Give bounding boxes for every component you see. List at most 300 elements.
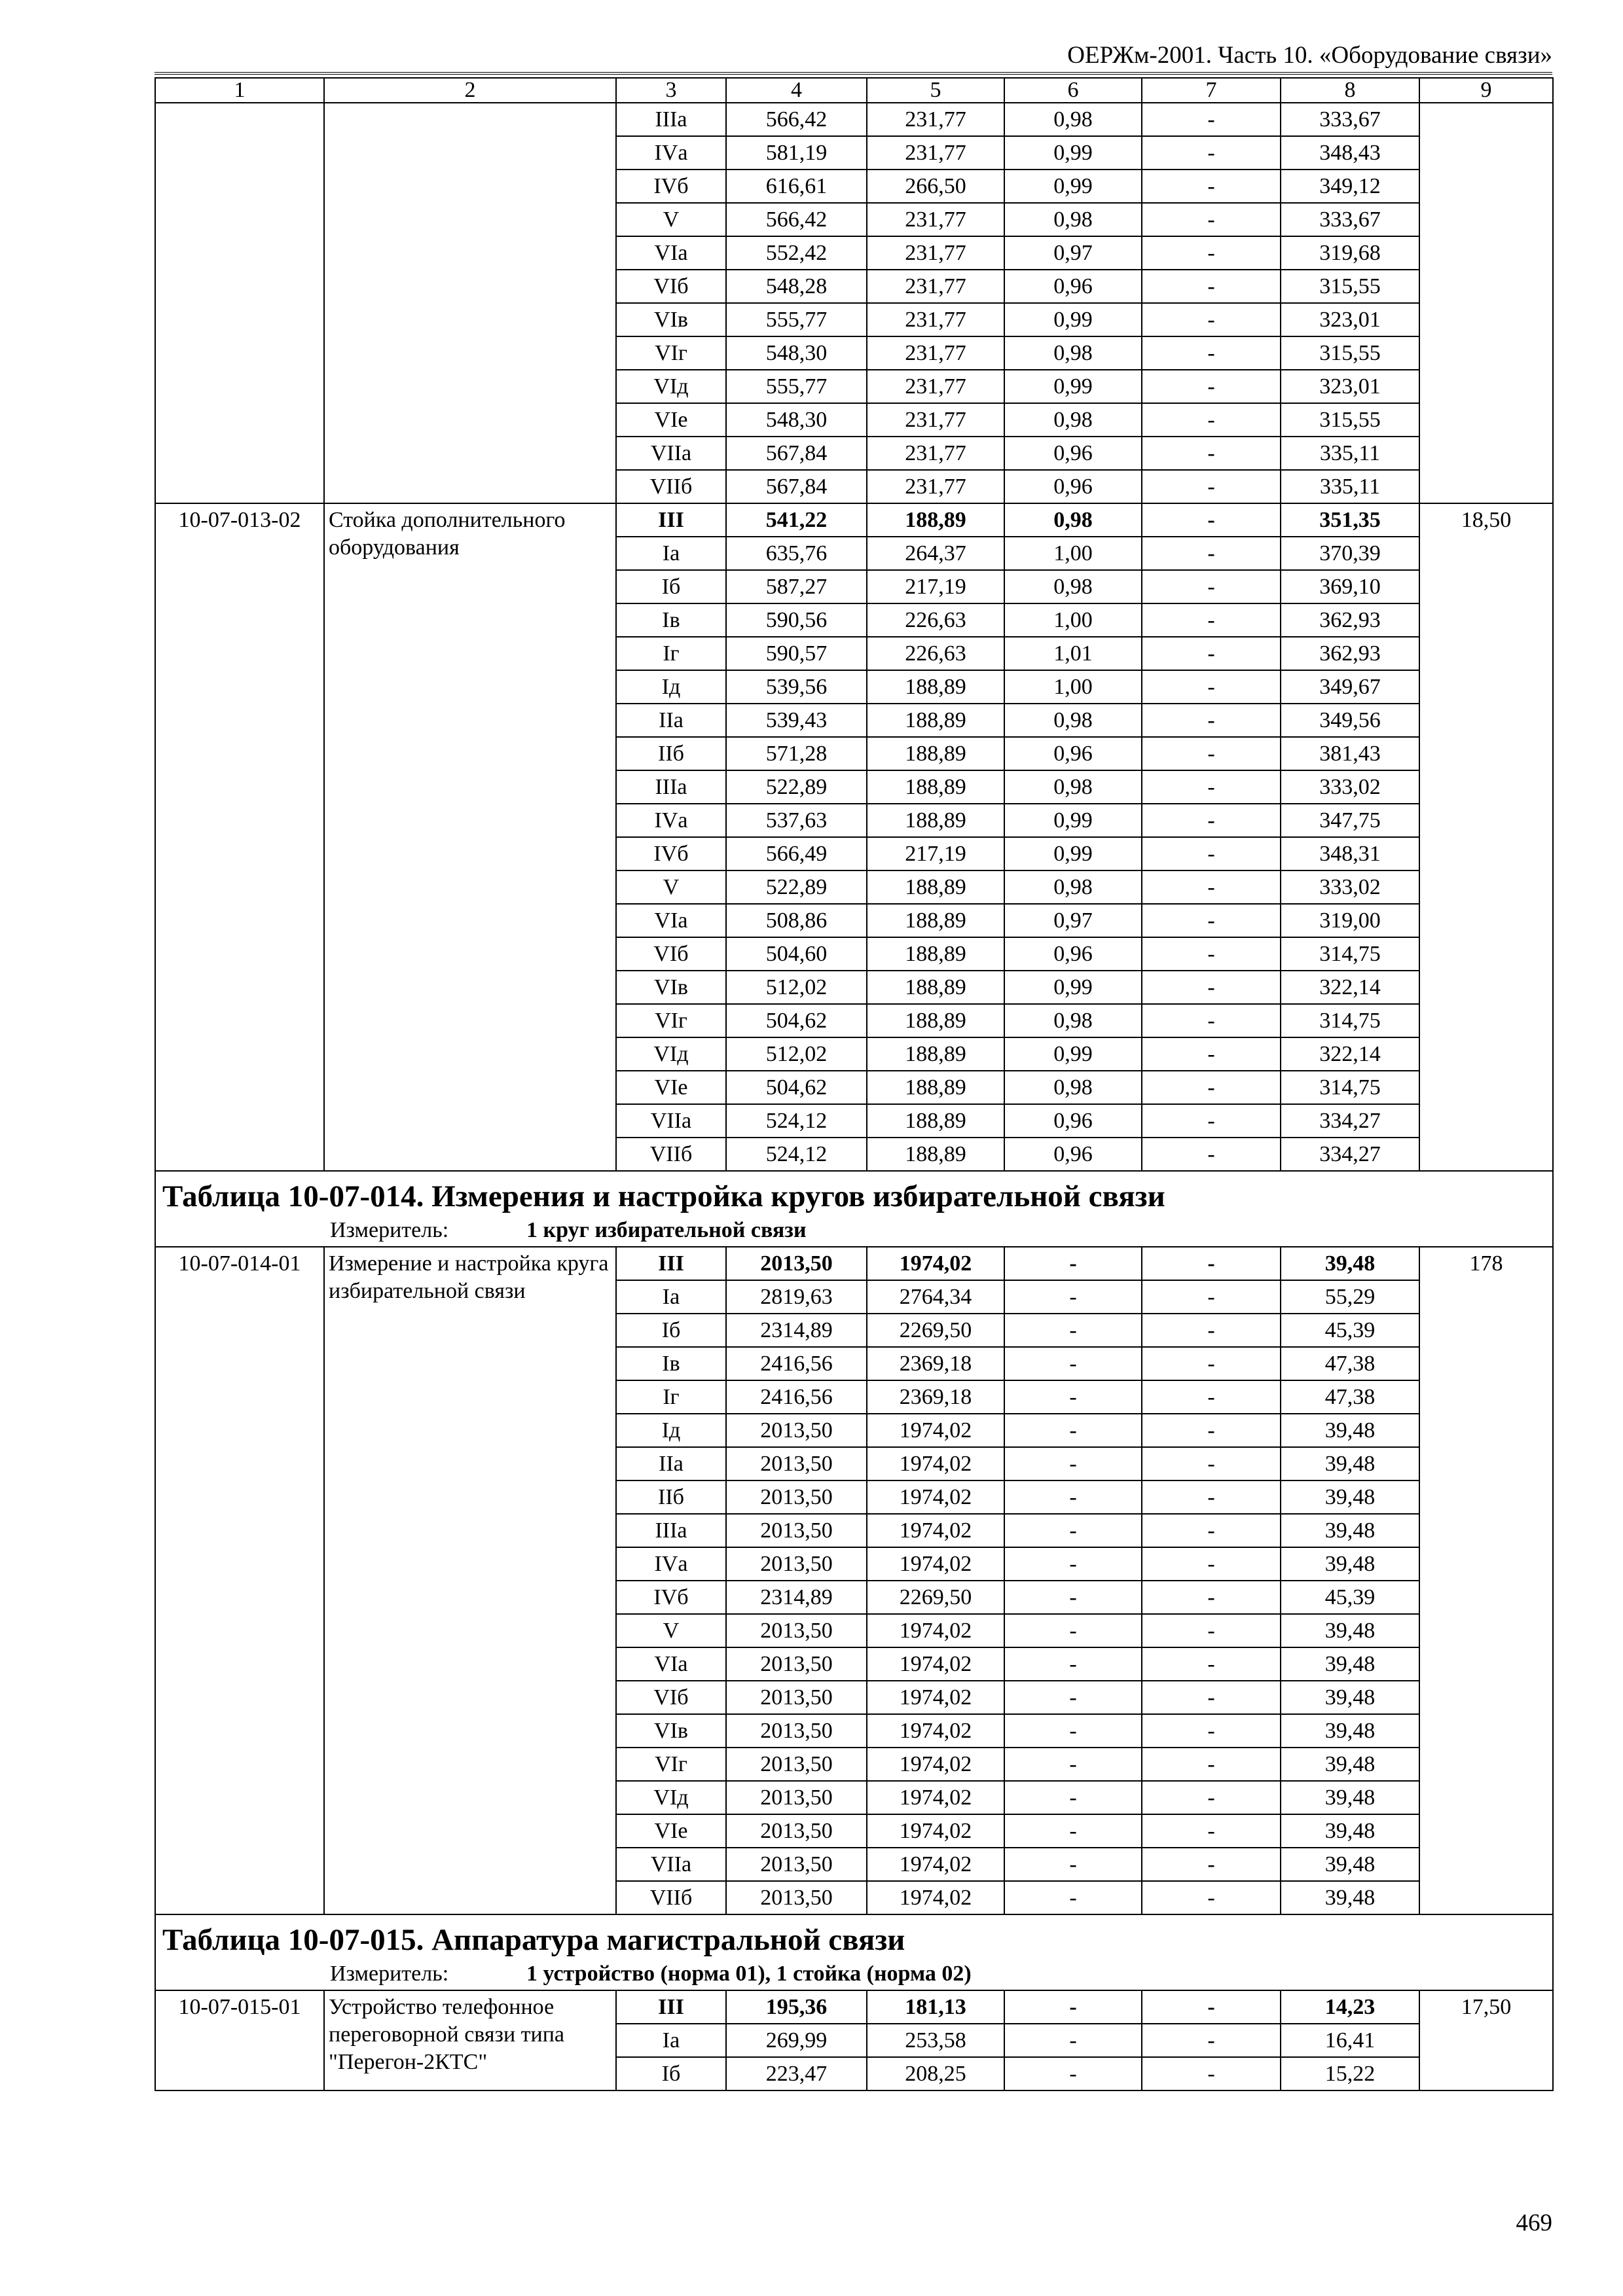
measure-value: 1 устройство (норма 01), 1 стойка (норма 02) (526, 1962, 972, 1986)
labor-norm: 18,50 (1419, 503, 1553, 1171)
table-title-row (155, 1914, 1553, 1961)
cell-total-cost: 2013,50 (726, 1547, 867, 1581)
cell-machines: - (1004, 1748, 1142, 1781)
cell-materials: 39,48 (1281, 1614, 1419, 1647)
cell-machinist-wage: - (1142, 1814, 1281, 1848)
measure-cell (155, 1961, 1553, 1990)
norm-name: Измерение и настройка круга избирательной связи (324, 1247, 616, 1914)
cell-wage: 1974,02 (867, 1814, 1004, 1848)
cell-zone: VIб (616, 270, 726, 303)
cell-zone: IVб (616, 170, 726, 203)
cell-wage: 231,77 (867, 336, 1004, 370)
cell-machines: 0,96 (1004, 270, 1142, 303)
cell-wage: 188,89 (867, 870, 1004, 904)
cell-machines: 0,96 (1004, 470, 1142, 503)
norm-code: 10-07-014-01 (155, 1247, 324, 1914)
cell-zone: Iб (616, 1314, 726, 1347)
cell-zone: III (616, 1247, 726, 1280)
cell-materials: 39,48 (1281, 1447, 1419, 1480)
cell-materials: 45,39 (1281, 1581, 1419, 1614)
norms-table-body (155, 78, 1553, 2090)
cell-total-cost: 2314,89 (726, 1581, 867, 1614)
cell-total-cost: 2013,50 (726, 1614, 867, 1647)
cell-zone: V (616, 870, 726, 904)
cell-zone: IIIа (616, 1514, 726, 1547)
cell-machinist-wage: - (1142, 537, 1281, 570)
cell-total-cost: 2013,50 (726, 1514, 867, 1547)
cell-zone: VIа (616, 236, 726, 270)
cell-machinist-wage: - (1142, 1071, 1281, 1104)
cell-machinist-wage: - (1142, 437, 1281, 470)
cell-machinist-wage: - (1142, 270, 1281, 303)
cell-materials: 14,23 (1281, 1990, 1419, 2024)
cell-total-cost: 2314,89 (726, 1314, 867, 1347)
cell-zone: IVа (616, 1547, 726, 1581)
cell-machines: - (1004, 1414, 1142, 1447)
cell-machines: - (1004, 1514, 1142, 1547)
cell-wage: 1974,02 (867, 1848, 1004, 1881)
cell-machinist-wage: - (1142, 503, 1281, 537)
cell-total-cost: 512,02 (726, 971, 867, 1004)
column-number: 5 (867, 78, 1004, 103)
cell-materials: 39,48 (1281, 1781, 1419, 1814)
cell-machines: 0,99 (1004, 136, 1142, 170)
cell-materials: 315,55 (1281, 270, 1419, 303)
cell-total-cost: 590,57 (726, 637, 867, 670)
cell-machinist-wage: - (1142, 103, 1281, 136)
cell-machinist-wage: - (1142, 1347, 1281, 1380)
cell-machinist-wage: - (1142, 804, 1281, 837)
empty-name-cell (324, 103, 616, 503)
cell-zone: VIв (616, 971, 726, 1004)
cell-wage: 2269,50 (867, 1581, 1004, 1614)
cell-materials: 39,48 (1281, 1514, 1419, 1547)
cell-materials: 39,48 (1281, 1681, 1419, 1714)
cell-machines: - (1004, 1814, 1142, 1848)
cell-materials: 39,48 (1281, 1547, 1419, 1581)
cell-machinist-wage: - (1142, 203, 1281, 236)
column-number-row (155, 78, 1553, 103)
cell-total-cost: 269,99 (726, 2024, 867, 2057)
cell-materials: 369,10 (1281, 570, 1419, 603)
cell-machines: 0,97 (1004, 236, 1142, 270)
cell-zone: IVб (616, 1581, 726, 1614)
cell-total-cost: 2013,50 (726, 1647, 867, 1681)
cell-total-cost: 2013,50 (726, 1748, 867, 1781)
column-number: 2 (324, 78, 616, 103)
cell-wage: 2764,34 (867, 1280, 1004, 1314)
table-row (155, 1247, 1553, 1280)
cell-wage: 188,89 (867, 503, 1004, 537)
cell-machinist-wage: - (1142, 403, 1281, 437)
cell-machines: 0,96 (1004, 1138, 1142, 1171)
cell-total-cost: 2013,50 (726, 1814, 867, 1848)
column-number: 7 (1142, 78, 1281, 103)
cell-materials: 370,39 (1281, 537, 1419, 570)
cell-machines: 0,98 (1004, 336, 1142, 370)
cell-total-cost: 508,86 (726, 904, 867, 937)
cell-wage: 266,50 (867, 170, 1004, 203)
cell-machinist-wage: - (1142, 737, 1281, 770)
cell-machines: - (1004, 1647, 1142, 1681)
cell-wage: 231,77 (867, 470, 1004, 503)
cell-materials: 15,22 (1281, 2057, 1419, 2090)
cell-machines: 0,96 (1004, 1104, 1142, 1138)
empty-code-cell (155, 103, 324, 503)
cell-total-cost: 539,43 (726, 704, 867, 737)
cell-machines: 0,99 (1004, 804, 1142, 837)
cell-zone: VIг (616, 1004, 726, 1037)
cell-zone: IVб (616, 837, 726, 870)
table-row (155, 103, 1553, 136)
cell-machines: - (1004, 1314, 1142, 1347)
cell-materials: 362,93 (1281, 637, 1419, 670)
cell-machinist-wage: - (1142, 1990, 1281, 2024)
cell-wage: 1974,02 (867, 1681, 1004, 1714)
cell-materials: 322,14 (1281, 971, 1419, 1004)
norms-table (155, 77, 1554, 2091)
cell-total-cost: 566,42 (726, 103, 867, 136)
cell-materials: 333,67 (1281, 203, 1419, 236)
cell-wage: 2369,18 (867, 1347, 1004, 1380)
cell-machinist-wage: - (1142, 1647, 1281, 1681)
measure-row (155, 1217, 1553, 1247)
cell-zone: III (616, 1990, 726, 2024)
column-number: 8 (1281, 78, 1419, 103)
cell-materials: 314,75 (1281, 937, 1419, 971)
cell-materials: 381,43 (1281, 737, 1419, 770)
cell-total-cost: 524,12 (726, 1104, 867, 1138)
cell-machines: - (1004, 1781, 1142, 1814)
cell-wage: 208,25 (867, 2057, 1004, 2090)
cell-zone: VIIб (616, 1881, 726, 1914)
cell-machinist-wage: - (1142, 1247, 1281, 1280)
cell-machines: - (1004, 2057, 1142, 2090)
cell-wage: 1974,02 (867, 1614, 1004, 1647)
cell-total-cost: 635,76 (726, 537, 867, 570)
cell-total-cost: 552,42 (726, 236, 867, 270)
cell-zone: VIIб (616, 1138, 726, 1171)
cell-total-cost: 539,56 (726, 670, 867, 704)
cell-materials: 319,68 (1281, 236, 1419, 270)
cell-machinist-wage: - (1142, 1280, 1281, 1314)
cell-machinist-wage: - (1142, 1614, 1281, 1647)
cell-wage: 188,89 (867, 1138, 1004, 1171)
cell-zone: IIб (616, 1480, 726, 1514)
cell-machinist-wage: - (1142, 1138, 1281, 1171)
cell-wage: 188,89 (867, 1104, 1004, 1138)
cell-zone: V (616, 1614, 726, 1647)
norm-name: Устройство телефонное переговорной связи типа "Перегон-2КТС" (324, 1990, 616, 2090)
cell-materials: 39,48 (1281, 1647, 1419, 1681)
cell-machinist-wage: - (1142, 1547, 1281, 1581)
cell-total-cost: 2013,50 (726, 1480, 867, 1514)
cell-zone: Iд (616, 1414, 726, 1447)
cell-zone: IVа (616, 804, 726, 837)
cell-materials: 39,48 (1281, 1714, 1419, 1748)
cell-total-cost: 616,61 (726, 170, 867, 203)
cell-zone: IIIа (616, 770, 726, 804)
cell-zone: Iб (616, 570, 726, 603)
table-title: Таблица 10-07-015. Аппаратура магистральной связи (155, 1914, 1553, 1961)
cell-machines: 0,99 (1004, 303, 1142, 336)
cell-machinist-wage: - (1142, 670, 1281, 704)
empty-norm-cell (1419, 103, 1553, 503)
cell-wage: 217,19 (867, 837, 1004, 870)
cell-materials: 39,48 (1281, 1480, 1419, 1514)
norm-code: 10-07-013-02 (155, 503, 324, 1171)
cell-materials: 55,29 (1281, 1280, 1419, 1314)
cell-machines: 1,00 (1004, 603, 1142, 637)
column-number: 3 (616, 78, 726, 103)
cell-machines: 0,98 (1004, 570, 1142, 603)
cell-machinist-wage: - (1142, 1514, 1281, 1547)
measure-row (155, 1961, 1553, 1990)
cell-zone: VIIа (616, 1848, 726, 1881)
cell-materials: 348,43 (1281, 136, 1419, 170)
cell-machinist-wage: - (1142, 603, 1281, 637)
cell-zone: VIе (616, 403, 726, 437)
cell-wage: 231,77 (867, 303, 1004, 336)
cell-total-cost: 541,22 (726, 503, 867, 537)
cell-machinist-wage: - (1142, 637, 1281, 670)
cell-zone: IIIа (616, 103, 726, 136)
cell-machinist-wage: - (1142, 704, 1281, 737)
cell-materials: 314,75 (1281, 1004, 1419, 1037)
cell-zone: Iб (616, 2057, 726, 2090)
page-number: 469 (1516, 2210, 1552, 2236)
cell-total-cost: 2013,50 (726, 1781, 867, 1814)
cell-machines: 0,98 (1004, 1071, 1142, 1104)
measure-label: Измеритель: (330, 1962, 449, 1986)
cell-machines: - (1004, 1280, 1142, 1314)
cell-wage: 1974,02 (867, 1647, 1004, 1681)
cell-machines: 0,98 (1004, 870, 1142, 904)
table-title-row (155, 1171, 1553, 1217)
cell-machinist-wage: - (1142, 904, 1281, 937)
cell-zone: VIг (616, 1748, 726, 1781)
cell-machinist-wage: - (1142, 1714, 1281, 1748)
cell-wage: 231,77 (867, 203, 1004, 236)
cell-total-cost: 571,28 (726, 737, 867, 770)
cell-machines: 0,98 (1004, 103, 1142, 136)
cell-zone: V (616, 203, 726, 236)
column-number: 9 (1419, 78, 1553, 103)
cell-machinist-wage: - (1142, 1480, 1281, 1514)
cell-zone: VIе (616, 1814, 726, 1848)
cell-wage: 231,77 (867, 270, 1004, 303)
cell-machinist-wage: - (1142, 1414, 1281, 1447)
cell-wage: 188,89 (867, 904, 1004, 937)
cell-wage: 1974,02 (867, 1748, 1004, 1781)
cell-total-cost: 2416,56 (726, 1380, 867, 1414)
cell-wage: 226,63 (867, 603, 1004, 637)
cell-zone: VIе (616, 1071, 726, 1104)
cell-machinist-wage: - (1142, 470, 1281, 503)
cell-wage: 1974,02 (867, 1447, 1004, 1480)
cell-total-cost: 537,63 (726, 804, 867, 837)
cell-wage: 1974,02 (867, 1781, 1004, 1814)
cell-materials: 314,75 (1281, 1071, 1419, 1104)
cell-wage: 1974,02 (867, 1714, 1004, 1748)
cell-zone: VIд (616, 1037, 726, 1071)
cell-wage: 188,89 (867, 1004, 1004, 1037)
cell-wage: 231,77 (867, 103, 1004, 136)
cell-machines: 0,99 (1004, 170, 1142, 203)
cell-total-cost: 587,27 (726, 570, 867, 603)
cell-wage: 226,63 (867, 637, 1004, 670)
cell-zone: Iа (616, 537, 726, 570)
cell-machines: - (1004, 1247, 1142, 1280)
cell-total-cost: 2013,50 (726, 1881, 867, 1914)
cell-machines: 0,96 (1004, 437, 1142, 470)
cell-wage: 1974,02 (867, 1247, 1004, 1280)
cell-zone: Iв (616, 603, 726, 637)
cell-machinist-wage: - (1142, 2057, 1281, 2090)
cell-machinist-wage: - (1142, 937, 1281, 971)
cell-machinist-wage: - (1142, 2024, 1281, 2057)
cell-machinist-wage: - (1142, 971, 1281, 1004)
cell-materials: 335,11 (1281, 437, 1419, 470)
cell-total-cost: 2013,50 (726, 1247, 867, 1280)
cell-zone: VIIб (616, 470, 726, 503)
cell-machinist-wage: - (1142, 1581, 1281, 1614)
cell-zone: IIб (616, 737, 726, 770)
cell-machinist-wage: - (1142, 336, 1281, 370)
cell-materials: 315,55 (1281, 336, 1419, 370)
cell-wage: 188,89 (867, 737, 1004, 770)
cell-wage: 2369,18 (867, 1380, 1004, 1414)
cell-zone: VIг (616, 336, 726, 370)
cell-total-cost: 548,30 (726, 336, 867, 370)
norm-name: Стойка дополнительного оборудования (324, 503, 616, 1171)
cell-machines: - (1004, 1714, 1142, 1748)
cell-machines: - (1004, 1581, 1142, 1614)
cell-zone: Iа (616, 2024, 726, 2057)
cell-machines: 0,99 (1004, 1037, 1142, 1071)
cell-total-cost: 2013,50 (726, 1714, 867, 1748)
cell-wage: 217,19 (867, 570, 1004, 603)
cell-total-cost: 566,49 (726, 837, 867, 870)
cell-zone: IIа (616, 1447, 726, 1480)
cell-materials: 335,11 (1281, 470, 1419, 503)
cell-machinist-wage: - (1142, 170, 1281, 203)
table-row (155, 1990, 1553, 2024)
cell-machines: - (1004, 1614, 1142, 1647)
cell-materials: 333,67 (1281, 103, 1419, 136)
cell-machines: 1,01 (1004, 637, 1142, 670)
cell-total-cost: 567,84 (726, 437, 867, 470)
cell-materials: 47,38 (1281, 1347, 1419, 1380)
cell-materials: 349,56 (1281, 704, 1419, 737)
cell-total-cost: 555,77 (726, 370, 867, 403)
cell-machines: 0,98 (1004, 503, 1142, 537)
labor-norm: 17,50 (1419, 1990, 1553, 2090)
cell-wage: 188,89 (867, 770, 1004, 804)
cell-zone: VIIа (616, 1104, 726, 1138)
page-header: ОЕРЖм-2001. Часть 10. «Оборудование связи» (155, 39, 1552, 75)
cell-wage: 1974,02 (867, 1514, 1004, 1547)
column-number: 4 (726, 78, 867, 103)
cell-zone: VIб (616, 1681, 726, 1714)
cell-materials: 333,02 (1281, 870, 1419, 904)
cell-machinist-wage: - (1142, 236, 1281, 270)
cell-zone: VIв (616, 1714, 726, 1748)
cell-machinist-wage: - (1142, 136, 1281, 170)
cell-total-cost: 522,89 (726, 870, 867, 904)
cell-machines: - (1004, 2024, 1142, 2057)
cell-total-cost: 2013,50 (726, 1681, 867, 1714)
table-title: Таблица 10-07-014. Измерения и настройка кругов избирательной связи (155, 1171, 1553, 1217)
cell-machinist-wage: - (1142, 870, 1281, 904)
cell-wage: 188,89 (867, 670, 1004, 704)
cell-materials: 333,02 (1281, 770, 1419, 804)
cell-total-cost: 2013,50 (726, 1848, 867, 1881)
measure-cell (155, 1217, 1553, 1247)
cell-machinist-wage: - (1142, 1748, 1281, 1781)
cell-total-cost: 2819,63 (726, 1280, 867, 1314)
cell-zone: VIа (616, 904, 726, 937)
cell-machines: 0,96 (1004, 937, 1142, 971)
cell-total-cost: 2013,50 (726, 1447, 867, 1480)
cell-machinist-wage: - (1142, 770, 1281, 804)
cell-wage: 231,77 (867, 403, 1004, 437)
cell-materials: 323,01 (1281, 370, 1419, 403)
cell-materials: 319,00 (1281, 904, 1419, 937)
cell-materials: 47,38 (1281, 1380, 1419, 1414)
cell-materials: 315,55 (1281, 403, 1419, 437)
cell-zone: Iа (616, 1280, 726, 1314)
cell-wage: 231,77 (867, 136, 1004, 170)
table-row (155, 503, 1553, 537)
cell-machinist-wage: - (1142, 1781, 1281, 1814)
cell-materials: 334,27 (1281, 1138, 1419, 1171)
cell-wage: 253,58 (867, 2024, 1004, 2057)
cell-zone: Iв (616, 1347, 726, 1380)
cell-total-cost: 223,47 (726, 2057, 867, 2090)
cell-materials: 349,12 (1281, 170, 1419, 203)
cell-total-cost: 555,77 (726, 303, 867, 336)
cell-total-cost: 2416,56 (726, 1347, 867, 1380)
cell-total-cost: 548,30 (726, 403, 867, 437)
cell-materials: 16,41 (1281, 2024, 1419, 2057)
cell-zone: VIд (616, 1781, 726, 1814)
cell-machines: 1,00 (1004, 537, 1142, 570)
cell-wage: 1974,02 (867, 1547, 1004, 1581)
cell-wage: 181,13 (867, 1990, 1004, 2024)
cell-machines: 0,98 (1004, 403, 1142, 437)
cell-total-cost: 590,56 (726, 603, 867, 637)
cell-zone: Iг (616, 1380, 726, 1414)
measure-label: Измеритель: (330, 1218, 449, 1242)
cell-wage: 231,77 (867, 370, 1004, 403)
cell-total-cost: 195,36 (726, 1990, 867, 2024)
cell-zone: III (616, 503, 726, 537)
cell-machines: 0,99 (1004, 971, 1142, 1004)
cell-machines: - (1004, 1990, 1142, 2024)
cell-wage: 188,89 (867, 704, 1004, 737)
cell-total-cost: 566,42 (726, 203, 867, 236)
cell-total-cost: 504,62 (726, 1071, 867, 1104)
cell-machines: 0,99 (1004, 837, 1142, 870)
cell-materials: 39,48 (1281, 1247, 1419, 1280)
cell-machines: 0,96 (1004, 737, 1142, 770)
cell-zone: Iд (616, 670, 726, 704)
cell-total-cost: 512,02 (726, 1037, 867, 1071)
cell-machinist-wage: - (1142, 837, 1281, 870)
cell-wage: 264,37 (867, 537, 1004, 570)
cell-wage: 188,89 (867, 937, 1004, 971)
